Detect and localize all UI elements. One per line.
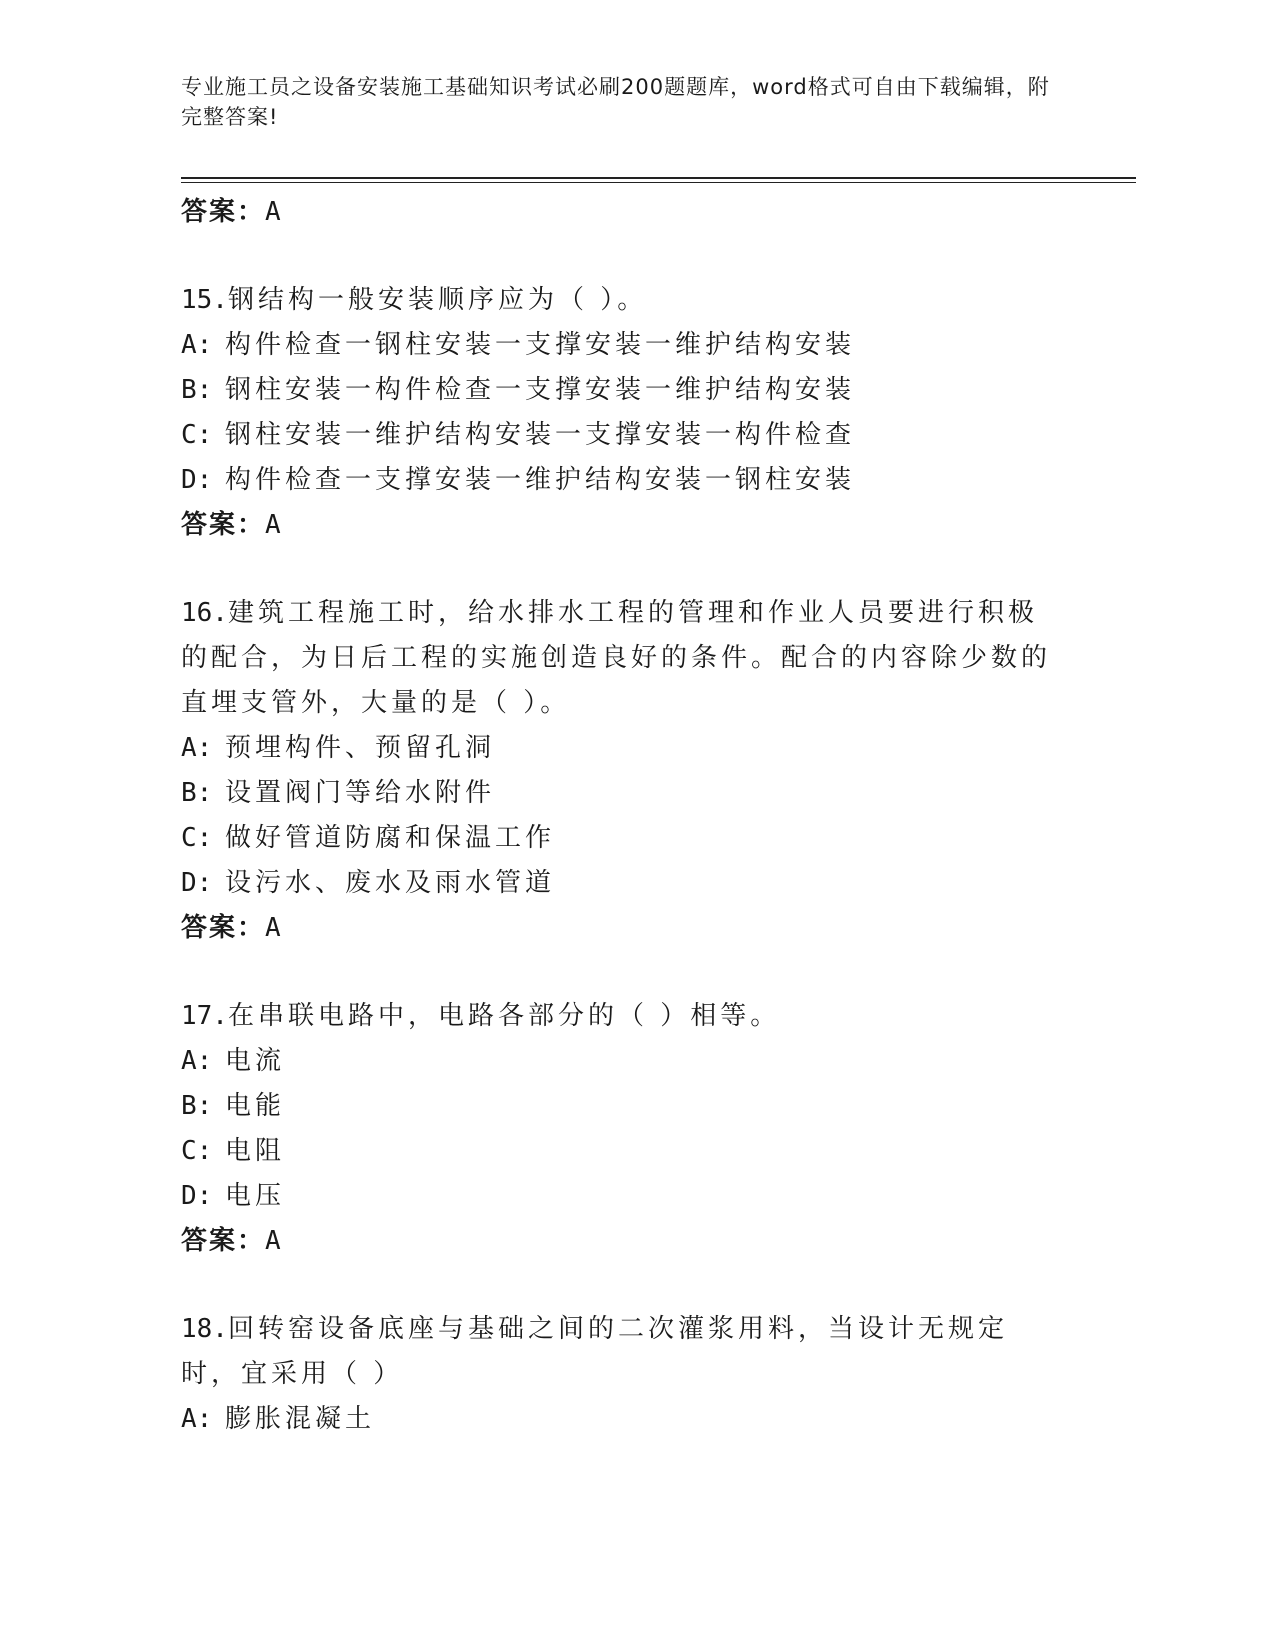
option-d	[181, 1174, 1061, 1219]
option-label: D:	[181, 1181, 213, 1211]
question-16	[181, 591, 1061, 950]
option-label: B:	[181, 1091, 213, 1121]
question-15	[181, 278, 1061, 547]
option-label: D:	[181, 868, 213, 898]
option-text: 预埋构件、预留孔洞	[225, 733, 496, 763]
answer-label: 答案：	[181, 913, 266, 943]
option-text: 电流	[225, 1046, 286, 1076]
option-label: A:	[181, 1046, 213, 1076]
question-stem	[181, 1307, 1061, 1397]
option-a	[181, 323, 1061, 368]
option-text: 电压	[225, 1181, 286, 1211]
option-text: 设污水、废水及雨水管道	[225, 868, 556, 898]
question-number: 18.	[181, 1314, 228, 1344]
option-c	[181, 413, 1061, 458]
answer-line	[181, 906, 1061, 950]
answer-value: A	[265, 1226, 283, 1256]
option-a	[181, 1397, 1061, 1442]
option-a	[181, 1039, 1061, 1084]
answer-line	[181, 1219, 1061, 1263]
option-text: 做好管道防腐和保温工作	[225, 823, 556, 853]
header-rule-thick	[181, 177, 1136, 179]
option-label: A:	[181, 330, 213, 360]
header-rule-thin	[181, 182, 1136, 183]
option-d	[181, 458, 1061, 503]
option-b	[181, 368, 1061, 413]
option-c	[181, 816, 1061, 861]
option-text: 电阻	[225, 1136, 286, 1166]
answer-line	[181, 503, 1061, 547]
option-text: 膨胀混凝土	[225, 1404, 376, 1434]
option-text: 构件检查一支撑安装一维护结构安装一钢柱安装	[225, 465, 856, 495]
answer-label: 答案：	[181, 1226, 266, 1256]
question-text: 钢结构一般安装顺序应为（ ）。	[227, 285, 648, 315]
question-17	[181, 994, 1061, 1263]
option-label: C:	[181, 420, 213, 450]
option-label: A:	[181, 733, 213, 763]
option-label: A:	[181, 1404, 213, 1434]
option-a	[181, 726, 1061, 771]
option-label: C:	[181, 823, 213, 853]
question-number: 17.	[181, 1001, 228, 1031]
question-text: 回转窑设备底座与基础之间的二次灌浆用料，当设计无规定时，宜采用（ ）	[181, 1314, 1008, 1389]
option-c	[181, 1129, 1061, 1174]
question-text: 建筑工程施工时，给水排水工程的管理和作业人员要进行积极的配合，为日后工程的实施创造良好的条件。配合的内容除少数的直埋支管外，大量的是（ ）。	[181, 598, 1052, 718]
answer-label: 答案：	[181, 510, 266, 540]
answer-line	[181, 190, 1061, 234]
option-text: 构件检查一钢柱安装一支撑安装一维护结构安装	[225, 330, 856, 360]
option-b	[181, 1084, 1061, 1129]
option-label: B:	[181, 375, 213, 405]
option-text: 电能	[225, 1091, 286, 1121]
answer-label: 答案：	[181, 197, 266, 227]
answer-value: A	[265, 197, 283, 227]
question-number: 15.	[181, 285, 228, 315]
answer-value: A	[265, 510, 283, 540]
option-b	[181, 771, 1061, 816]
question-stem	[181, 994, 1061, 1039]
question-number: 16.	[181, 598, 228, 628]
document-body	[181, 190, 1061, 1442]
option-label: B:	[181, 778, 213, 808]
option-d	[181, 861, 1061, 906]
option-text: 钢柱安装一构件检查一支撑安装一维护结构安装	[225, 375, 856, 405]
option-text: 钢柱安装一维护结构安装一支撑安装一构件检查	[225, 420, 856, 450]
question-text: 在串联电路中，电路各部分的（ ）相等。	[227, 1001, 781, 1031]
question-18	[181, 1307, 1061, 1442]
option-label: D:	[181, 465, 213, 495]
question-stem	[181, 591, 1061, 726]
question-stem	[181, 278, 1061, 323]
option-label: C:	[181, 1136, 213, 1166]
option-text: 设置阀门等给水附件	[225, 778, 496, 808]
answer-value: A	[265, 913, 283, 943]
document-header: 专业施工员之设备安装施工基础知识考试必刷200题题库，word格式可自由下载编辑，附完整答案!	[181, 75, 1050, 129]
